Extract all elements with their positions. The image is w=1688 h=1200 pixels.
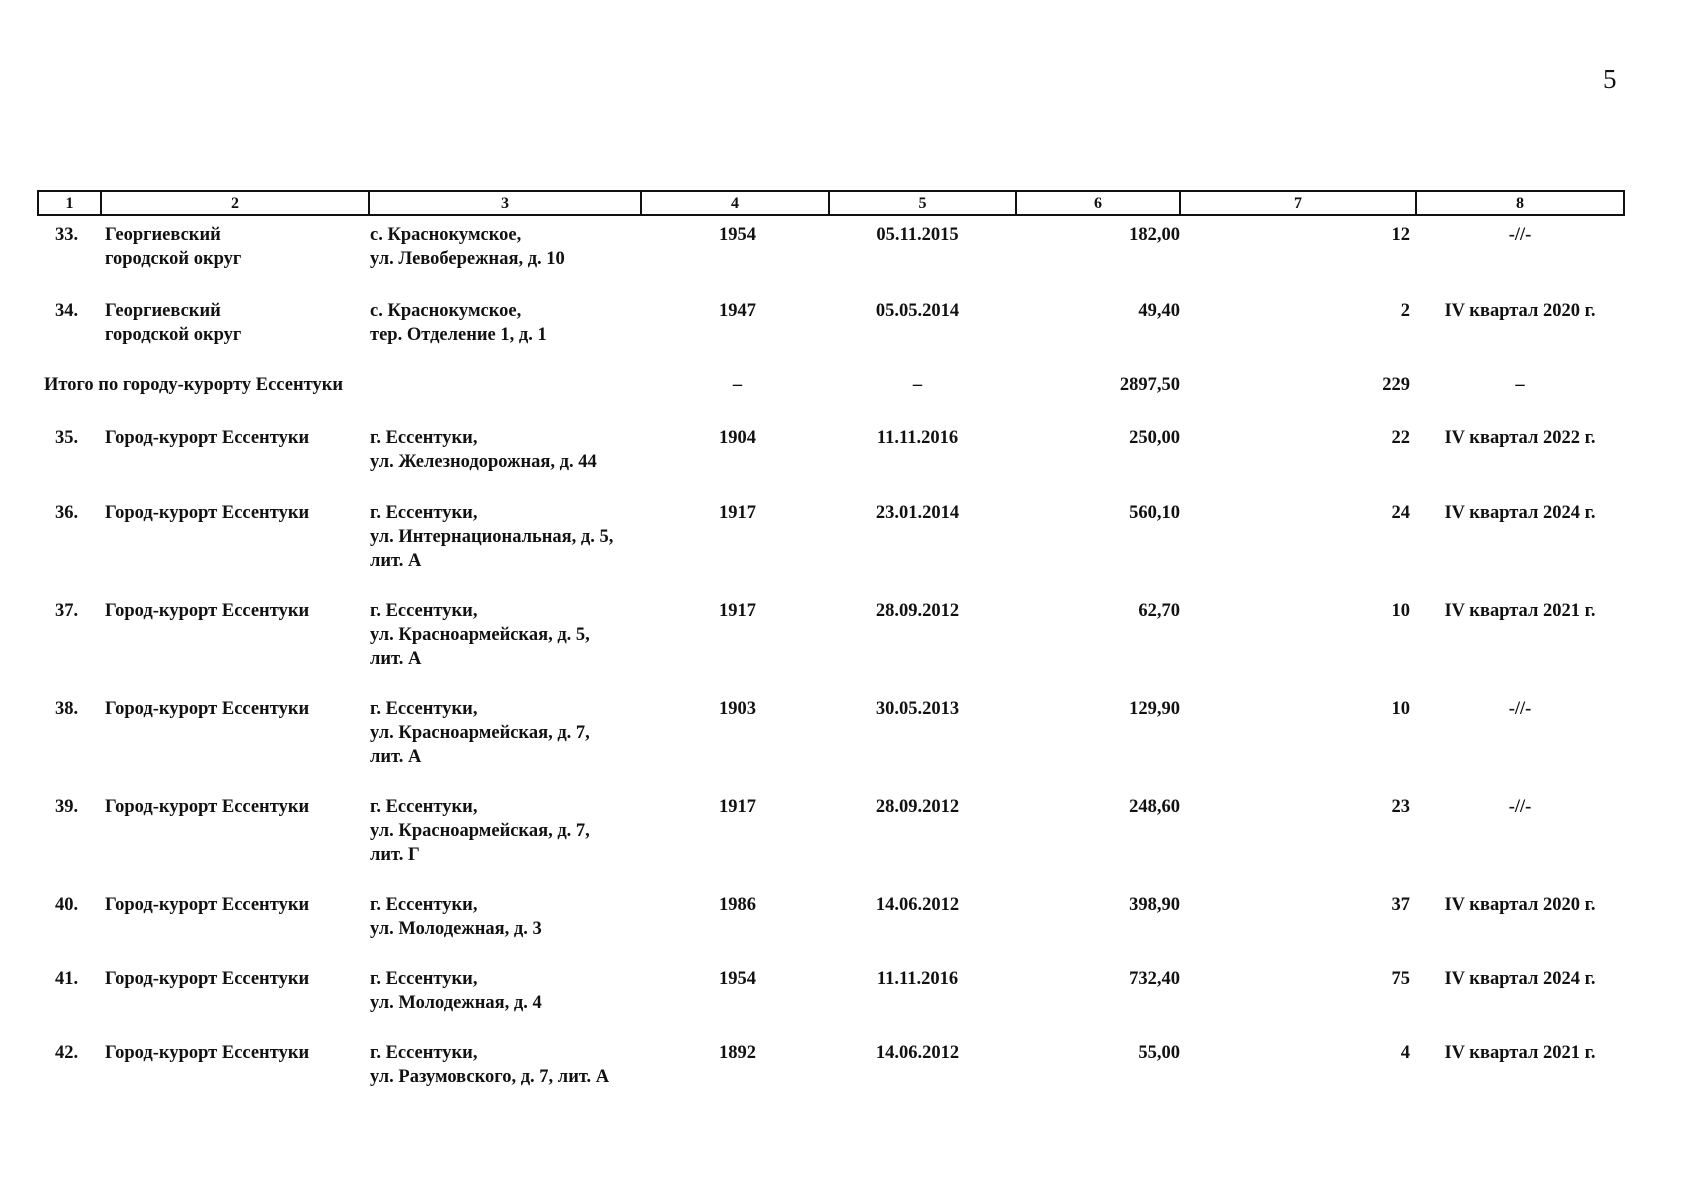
- municipality-line: Город-курорт Ессентуки: [105, 797, 310, 817]
- row-year: 1954: [719, 969, 756, 989]
- municipality-line: Город-курорт Ессентуки: [105, 969, 310, 989]
- row-date: 11.11.2016: [876, 969, 959, 989]
- row-term: IV квартал 2020 г.: [1444, 895, 1596, 915]
- row-address: [370, 223, 565, 271]
- subtotal-area: 2897,50: [1119, 375, 1180, 395]
- row-area: 182,00: [1129, 225, 1180, 245]
- row-term: -//-: [1508, 225, 1532, 245]
- header-col-1: 1: [39, 192, 102, 214]
- address-line: с. Краснокумское,: [370, 301, 522, 321]
- header-col-6: 6: [1017, 192, 1181, 214]
- row-address: [370, 426, 597, 474]
- address-line: ул. Красноармейская, д. 7,: [370, 723, 590, 743]
- row-address: [370, 967, 542, 1015]
- address-line: г. Ессентуки,: [370, 797, 478, 817]
- address-line: г. Ессентуки,: [370, 969, 478, 989]
- municipality-line: Город-курорт Ессентуки: [105, 699, 310, 719]
- row-address: [370, 893, 542, 941]
- row-date: 23.01.2014: [875, 503, 960, 523]
- row-term: IV квартал 2022 г.: [1444, 428, 1596, 448]
- row-year: 1917: [719, 601, 756, 621]
- municipality-line: городской округ: [105, 249, 242, 269]
- address-line: г. Ессентуки,: [370, 601, 478, 621]
- municipality-line: Георгиевский: [105, 225, 221, 245]
- header-col-3: 3: [370, 192, 642, 214]
- table-header: [37, 190, 1625, 216]
- row-date: 05.11.2015: [876, 225, 959, 245]
- row-municipality: [105, 967, 309, 991]
- header-col-4: 4: [642, 192, 830, 214]
- row-number: 41.: [55, 969, 79, 989]
- address-line: ул. Левобережная, д. 10: [370, 249, 565, 269]
- row-municipality: [105, 795, 309, 819]
- row-number: 39.: [55, 797, 79, 817]
- row-address: [370, 795, 590, 867]
- row-date: 11.11.2016: [876, 428, 959, 448]
- row-municipality: [105, 299, 241, 347]
- row-municipality: [105, 697, 309, 721]
- row-year: 1903: [719, 699, 756, 719]
- row-number: 42.: [55, 1043, 79, 1063]
- row-term: -//-: [1508, 797, 1532, 817]
- row-year: 1892: [719, 1043, 756, 1063]
- header-col-5: 5: [830, 192, 1017, 214]
- row-year: 1954: [719, 225, 756, 245]
- row-municipality: [105, 426, 309, 450]
- row-area: 250,00: [1129, 428, 1180, 448]
- row-area: 732,40: [1129, 969, 1180, 989]
- subtotal-year: –: [732, 375, 743, 395]
- row-year: 1986: [719, 895, 756, 915]
- header-col-7: 7: [1181, 192, 1417, 214]
- address-line: ул. Разумовского, д. 7, лит. А: [370, 1067, 610, 1087]
- row-municipality: [105, 223, 241, 271]
- row-date: 28.09.2012: [875, 797, 960, 817]
- row-residents: 37: [1391, 895, 1410, 915]
- row-area: 62,70: [1138, 601, 1180, 621]
- address-line: лит. Г: [370, 845, 420, 865]
- row-year: 1947: [719, 301, 756, 321]
- row-number: 38.: [55, 699, 79, 719]
- address-line: ул. Красноармейская, д. 5,: [370, 625, 590, 645]
- municipality-line: Город-курорт Ессентуки: [105, 503, 310, 523]
- address-line: с. Краснокумское,: [370, 225, 522, 245]
- address-line: ул. Железнодорожная, д. 44: [370, 452, 597, 472]
- address-line: г. Ессентуки,: [370, 1043, 478, 1063]
- header-col-8: 8: [1516, 195, 1524, 212]
- row-municipality: [105, 599, 309, 623]
- row-term: IV квартал 2020 г.: [1444, 301, 1596, 321]
- row-number: 34.: [55, 301, 79, 321]
- row-residents: 22: [1391, 428, 1410, 448]
- row-term: IV квартал 2024 г.: [1444, 503, 1596, 523]
- row-municipality: [105, 1041, 309, 1065]
- subtotal-date: –: [912, 375, 923, 395]
- address-line: г. Ессентуки,: [370, 428, 478, 448]
- municipality-line: Город-курорт Ессентуки: [105, 895, 310, 915]
- subtotal-residents: 229: [1382, 375, 1410, 395]
- row-term: IV квартал 2021 г.: [1444, 1043, 1596, 1063]
- row-year: 1904: [719, 428, 756, 448]
- row-residents: 24: [1391, 503, 1410, 523]
- row-residents: 75: [1391, 969, 1410, 989]
- address-line: г. Ессентуки,: [370, 895, 478, 915]
- row-area: 55,00: [1138, 1043, 1180, 1063]
- row-number: 33.: [55, 225, 79, 245]
- row-area: 248,60: [1129, 797, 1180, 817]
- row-area: 49,40: [1138, 301, 1180, 321]
- row-address: [370, 501, 613, 573]
- municipality-line: Город-курорт Ессентуки: [105, 428, 310, 448]
- row-number: 40.: [55, 895, 79, 915]
- row-term: IV квартал 2021 г.: [1444, 601, 1596, 621]
- address-line: г. Ессентуки,: [370, 699, 478, 719]
- row-area: 560,10: [1129, 503, 1180, 523]
- header-col-2: 2: [102, 192, 370, 214]
- address-line: тер. Отделение 1, д. 1: [370, 325, 547, 345]
- row-residents: 12: [1391, 225, 1410, 245]
- row-area: 129,90: [1129, 699, 1180, 719]
- municipality-line: Город-курорт Ессентуки: [105, 1043, 310, 1063]
- row-area: 398,90: [1129, 895, 1180, 915]
- address-line: лит. А: [370, 649, 422, 669]
- row-date: 30.05.2013: [875, 699, 960, 719]
- address-line: ул. Интернациональная, д. 5,: [370, 527, 614, 547]
- municipality-line: Георгиевский: [105, 301, 221, 321]
- row-year: 1917: [719, 797, 756, 817]
- row-residents: 10: [1391, 601, 1410, 621]
- address-line: лит. А: [370, 747, 422, 767]
- page-number: 5: [1603, 64, 1617, 94]
- address-line: ул. Красноармейская, д. 7,: [370, 821, 590, 841]
- row-number: 35.: [55, 428, 79, 448]
- row-municipality: [105, 893, 309, 917]
- row-year: 1917: [719, 503, 756, 523]
- row-residents: 4: [1400, 1043, 1410, 1063]
- row-term: IV квартал 2024 г.: [1444, 969, 1596, 989]
- row-date: 14.06.2012: [875, 1043, 960, 1063]
- row-residents: 2: [1400, 301, 1410, 321]
- row-number: 36.: [55, 503, 79, 523]
- address-line: г. Ессентуки,: [370, 503, 478, 523]
- municipality-line: Город-курорт Ессентуки: [105, 601, 310, 621]
- address-line: ул. Молодежная, д. 4: [370, 993, 542, 1013]
- row-address: [370, 697, 590, 769]
- row-term: -//-: [1508, 699, 1532, 719]
- address-line: ул. Молодежная, д. 3: [370, 919, 542, 939]
- row-address: [370, 1041, 609, 1089]
- subtotal-label: Итого по городу-курорту Ессентуки: [44, 375, 344, 395]
- row-date: 28.09.2012: [875, 601, 960, 621]
- municipality-line: городской округ: [105, 325, 242, 345]
- address-line: лит. А: [370, 551, 422, 571]
- row-residents: 23: [1391, 797, 1410, 817]
- row-date: 14.06.2012: [875, 895, 960, 915]
- row-municipality: [105, 501, 309, 525]
- row-address: [370, 299, 547, 347]
- row-number: 37.: [55, 601, 79, 621]
- row-address: [370, 599, 590, 671]
- subtotal-term: –: [1515, 375, 1525, 395]
- row-date: 05.05.2014: [875, 301, 960, 321]
- row-residents: 10: [1391, 699, 1410, 719]
